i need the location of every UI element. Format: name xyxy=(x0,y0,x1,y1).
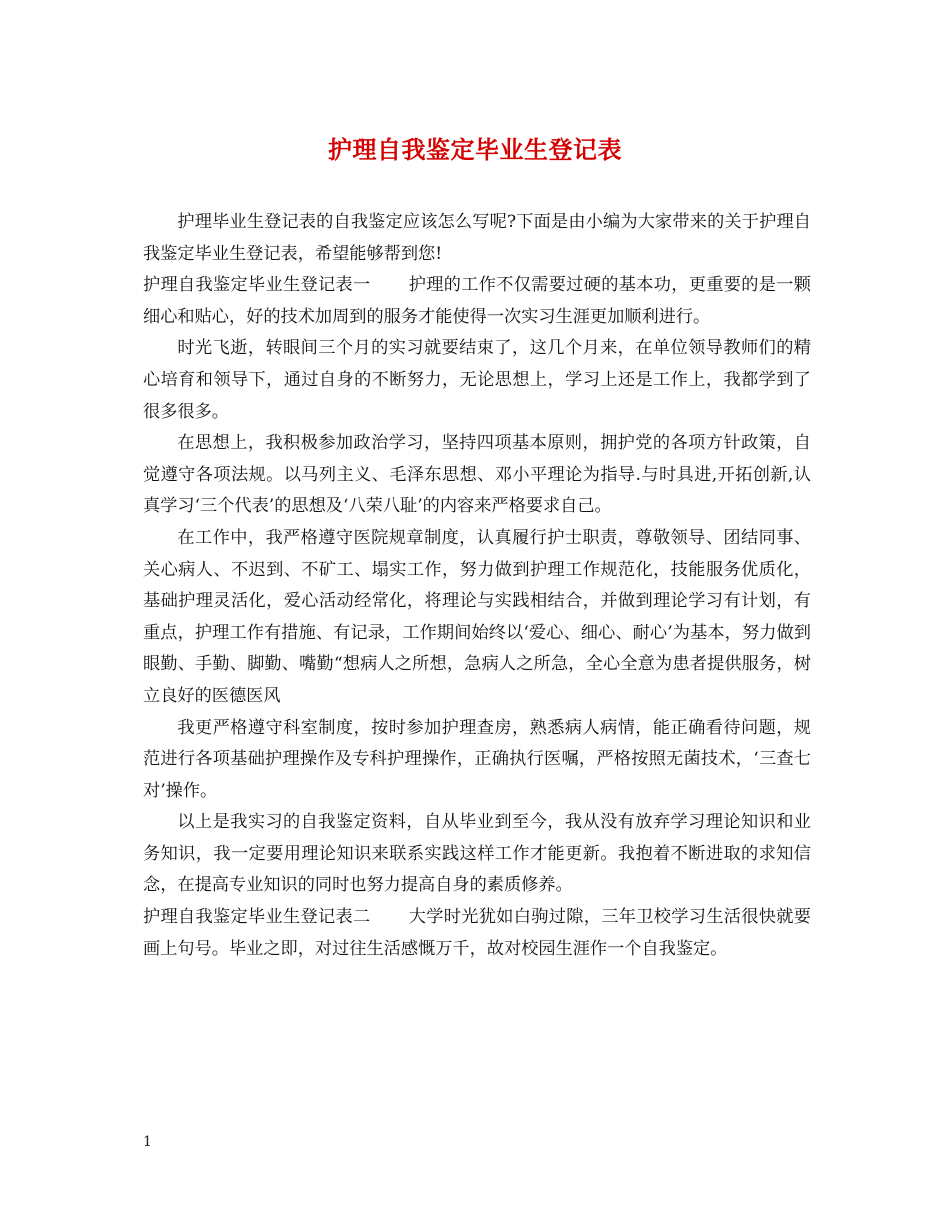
section-one-lead-text: 护理的工作不仅需要过硬的基本功，更重要的是一颗细心和贴心，好的技术加周到的服务才能使得一次实习生涯更加顺利进行。 xyxy=(143,275,811,327)
paragraph-time: 时光飞逝，转眼间三个月的实习就要结束了，这几个月来，在单位领导教师们的精心培育和领导下，通过自身的不断努力，无论思想上，学习上还是工作上，我都学到了很多很多。 xyxy=(143,338,811,422)
paragraph-summary: 以上是我实习的自我鉴定资料，自从毕业到至今，我从没有放弃学习理论知识和业务知识，我一定要用理论知识来联系实践这样工作才能更新。我抱着不断进取的求知信念，在提高专业知识的同时也努力提高自身的素质修养。 xyxy=(143,812,811,896)
section-one-paragraph xyxy=(143,270,811,333)
section-two-paragraph xyxy=(143,902,811,965)
intro-paragraph: 护理毕业生登记表的自我鉴定应该怎么写呢?下面是由小编为大家带来的关于护理自我鉴定毕业生登记表，希望能够帮到您! xyxy=(143,212,811,264)
paragraph-work: 在工作中，我严格遵守医院规章制度，认真履行护士职责，尊敬领导、团结同事、关心病人、不迟到、不矿工、塌实工作，努力做到护理工作规范化，技能服务优质化，基础护理灵活化，爱心活动经常化，将理论与实践相结合，并做到理论学习有计划，有重点，护理工作有措施、有记录，工作期间始终以‘爱心、细心、耐心’为基本，努力做到眼勤、手勤、脚勤、嘴勤“想病人之所想，急病人之所急，全心全意为患者提供服务，树立良好的医德医风 xyxy=(143,527,811,706)
page-number: 1 xyxy=(143,1134,152,1150)
document-body xyxy=(143,207,811,965)
paragraph-department: 我更严格遵守科室制度，按时参加护理查房，熟悉病人病情，能正确看待问题，规范进行各项基础护理操作及专科护理操作，正确执行医嘱，严格按照无菌技术，‘三查七对’操作。 xyxy=(143,717,811,801)
section-heading-two: 护理自我鉴定毕业生登记表二 xyxy=(143,907,371,928)
section-two-lead-text: 大学时光犹如白驹过隙，三年卫校学习生活很快就要画上句号。毕业之即，对过往生活感慨万千，故对校园生涯作一个自我鉴定。 xyxy=(143,907,811,959)
document-title: 护理自我鉴定毕业生登记表 xyxy=(328,136,622,164)
paragraph-thought: 在思想上，我积极参加政治学习，坚持四项基本原则，拥护党的各项方针政策，自觉遵守各项法规。以马列主义、毛泽东思想、邓小平理论为指导.与时具进,开拓创新,认真学习‘三个代表’的思想及‘八荣八耻’的内容来严格要求自己。 xyxy=(143,433,811,517)
section-heading-one: 护理自我鉴定毕业生登记表一 xyxy=(143,275,371,296)
